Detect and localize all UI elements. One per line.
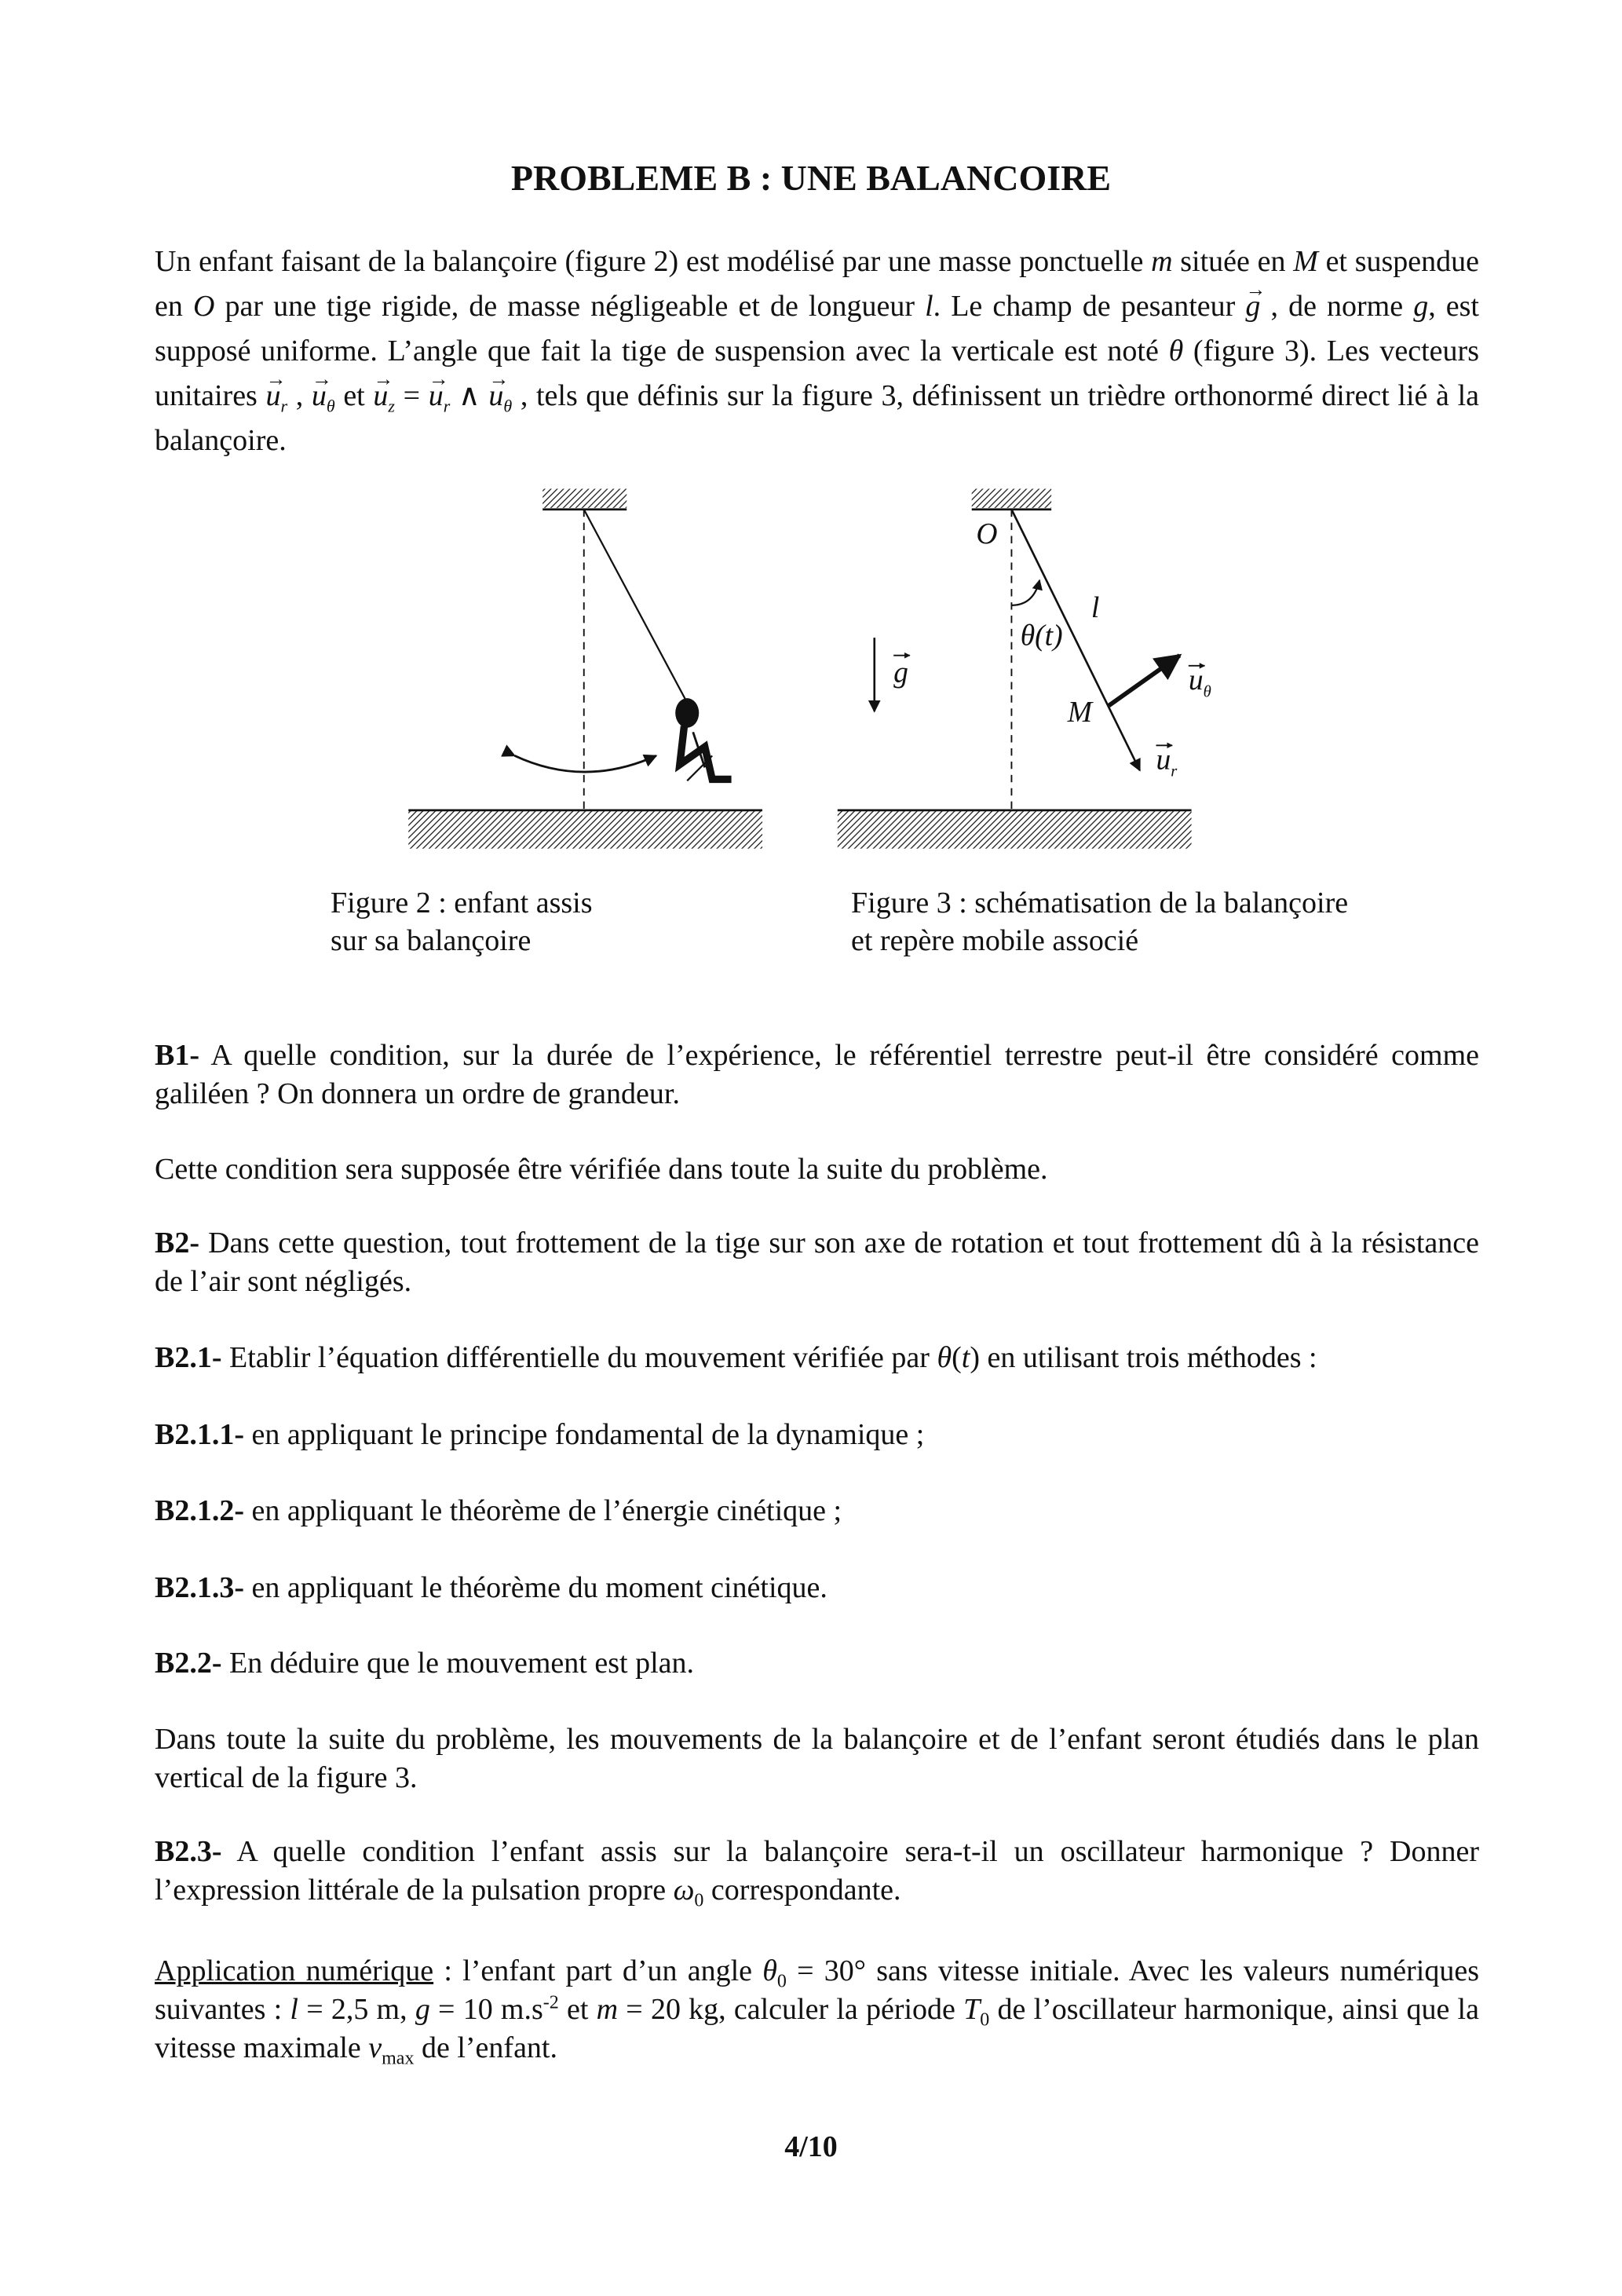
text: en appliquant le théorème de l’énergie cinétique ; — [244, 1494, 842, 1527]
text: et — [334, 379, 374, 412]
text: Cette condition sera supposée être vérifiée dans toute la suite du problème. — [155, 1153, 1048, 1186]
text: et suspendue en — [155, 245, 1480, 323]
text: , — [287, 379, 312, 412]
child-body — [680, 726, 732, 780]
text: ∧ — [450, 379, 489, 412]
text: , est supposé uniforme. L’angle que fait la tige de suspension avec la verticale est noté — [155, 290, 1479, 367]
vector-subscript: r — [1171, 762, 1178, 781]
child-head — [675, 698, 699, 728]
vector-letter: u — [265, 379, 281, 412]
figure-3-schema — [838, 488, 1211, 848]
text: (figure 3). Les vecteurs unitaires — [155, 335, 1479, 412]
text: = — [394, 379, 429, 412]
u-theta-arrow — [1109, 656, 1179, 706]
page-title: PROBLEME B : UNE BALANCOIRE — [510, 158, 1112, 198]
vector-subscript: z — [388, 396, 395, 416]
text: A quelle condition l’enfant assis sur la balançoire sera-t-il un oscillateur harmonique ? Donner l’expression littérale de la pulsation propre — [155, 1835, 1479, 1907]
math-symbol: θ — [762, 1954, 777, 1987]
math-symbol: θ — [1168, 335, 1184, 367]
subscript: 0 — [694, 1890, 704, 1911]
vector-letter: u — [373, 379, 389, 412]
question-b2-1-1 — [155, 1416, 1479, 1454]
page-number: 4/10 — [784, 2130, 838, 2163]
text: par une tige rigide, de masse négligeable et de longueur — [214, 290, 926, 323]
math-symbol: ω — [673, 1874, 695, 1907]
text: = 10 m.s — [429, 1993, 543, 2026]
label-M: M — [1067, 696, 1093, 729]
figure-2-caption — [331, 884, 593, 960]
math-symbol: T — [963, 1993, 981, 2026]
question-number: B2.1.3- — [155, 1571, 244, 1604]
vector-subscript: r — [443, 396, 451, 416]
math-symbol: M — [1293, 245, 1318, 278]
question-b2 — [155, 1224, 1479, 1301]
plane-note — [155, 1720, 1479, 1797]
ceiling-support — [542, 488, 627, 507]
vector-subscript: r — [280, 396, 288, 416]
swing-rope — [584, 510, 687, 703]
caption-line: Figure 3 : schématisation de la balançoire — [851, 887, 1349, 919]
label-l: l — [1090, 591, 1100, 624]
vector-letter: u — [428, 379, 444, 412]
text: Etablir l’équation différentielle du mouvement vérifiée par — [221, 1341, 937, 1374]
text: = 30° sans vitesse initiale. Avec les valeurs numériques suivantes : — [155, 1954, 1479, 2026]
superscript: -2 — [542, 1992, 559, 2013]
figure-2-swing — [408, 488, 762, 848]
subscript: max — [382, 2048, 415, 2069]
underlined-label: Application numérique — [155, 1954, 434, 1987]
math-symbol: g — [415, 1993, 430, 2026]
swing-arc-arrow — [514, 755, 656, 772]
question-b2-1-2 — [155, 1492, 1479, 1530]
math-symbol: m — [1151, 245, 1173, 278]
question-number: B2.1.2- — [155, 1494, 244, 1527]
vector-letter: u — [311, 379, 327, 412]
math-symbol: O — [192, 290, 215, 323]
question-number: B2.3- — [155, 1835, 222, 1868]
caption-line: sur sa balançoire — [331, 924, 532, 957]
text: en appliquant le théorème du moment cinétique. — [244, 1571, 827, 1604]
text: Dans toute la suite du problème, les mouvements de la balançoire et de l’enfant seront étudiés dans le plan vertical de la figure 3. — [155, 1723, 1479, 1794]
math-symbol: θ — [937, 1341, 952, 1374]
numerical-application — [155, 1952, 1479, 2067]
question-b1 — [155, 1036, 1479, 1113]
text: , tels que définis sur la figure 3, définissent un trièdre orthonormé direct lié à la balançoire. — [155, 379, 1479, 457]
text: . Le champ de pesanteur — [933, 290, 1246, 323]
vector-letter: g — [1245, 290, 1261, 323]
vector-letter: u — [1156, 744, 1171, 777]
question-b2-1-3 — [155, 1569, 1479, 1607]
question-number: B2.1.1- — [155, 1418, 244, 1451]
caption-line: Figure 2 : enfant assis — [331, 887, 593, 919]
question-b2-3 — [155, 1833, 1479, 1910]
text: de l’oscillateur harmonique, ainsi que la vitesse maximale — [155, 1993, 1479, 2064]
math-symbol: l — [925, 290, 933, 323]
question-number: B2.2- — [155, 1647, 222, 1680]
text: ) en utilisant trois méthodes : — [970, 1341, 1317, 1374]
subscript: 0 — [776, 1971, 787, 1992]
subscript: 0 — [980, 2009, 990, 2031]
math-symbol: v — [368, 2031, 382, 2064]
ground — [838, 810, 1192, 849]
figure-3-caption — [851, 884, 1348, 960]
caption-line: et repère mobile associé — [851, 924, 1139, 957]
vector-letter: u — [488, 379, 504, 412]
condition-note — [155, 1150, 1479, 1189]
text: située en — [1172, 245, 1294, 278]
ground — [408, 810, 762, 849]
math-symbol: g — [1413, 290, 1429, 323]
label-g: g — [893, 656, 908, 689]
question-number: B1- — [155, 1039, 199, 1072]
text: Dans cette question, tout frottement de la tige sur son axe de rotation et tout frottement dû à la résistance de l’air sont négligés. — [155, 1227, 1479, 1298]
question-b2-2 — [155, 1644, 1479, 1683]
ceiling-support — [972, 488, 1051, 507]
text: : l’enfant part d’un angle — [433, 1954, 763, 1987]
question-number: B2- — [155, 1227, 199, 1260]
vector-letter: u — [1188, 664, 1204, 696]
text: en appliquant le principe fondamental de la dynamique ; — [244, 1418, 925, 1451]
text: de l’enfant. — [414, 2031, 557, 2064]
text: = 2,5 m, — [298, 1993, 415, 2026]
math-symbol: l — [290, 1993, 298, 2026]
label-theta-t: θ(t) — [1020, 620, 1063, 653]
question-b2-1 — [155, 1339, 1479, 1377]
text: , de norme — [1260, 290, 1414, 323]
text: correspondante. — [703, 1874, 901, 1907]
math-symbol: m — [596, 1993, 619, 2026]
math-symbol: t — [961, 1341, 970, 1374]
label-O: O — [976, 517, 998, 550]
label-u-r — [1156, 744, 1178, 780]
text: Un enfant faisant de la balançoire (figure 2) est modélisé par une masse ponctuelle — [155, 245, 1152, 278]
text: ( — [952, 1341, 962, 1374]
vector-subscript: θ — [1203, 683, 1211, 701]
angle-arc — [1011, 580, 1039, 605]
text: et — [558, 1993, 597, 2026]
label-u-theta — [1189, 664, 1211, 700]
vector-subscript: θ — [326, 396, 335, 416]
text: A quelle condition, sur la durée de l’expérience, le référentiel terrestre peut-il être considéré comme galiléen ? On donnera un ordre de grandeur. — [155, 1039, 1479, 1110]
vector-subscript: θ — [503, 396, 513, 416]
text: = 20 kg, calculer la période — [618, 1993, 964, 2026]
text: En déduire que le mouvement est plan. — [221, 1647, 694, 1680]
question-number: B2.1- — [155, 1341, 222, 1374]
